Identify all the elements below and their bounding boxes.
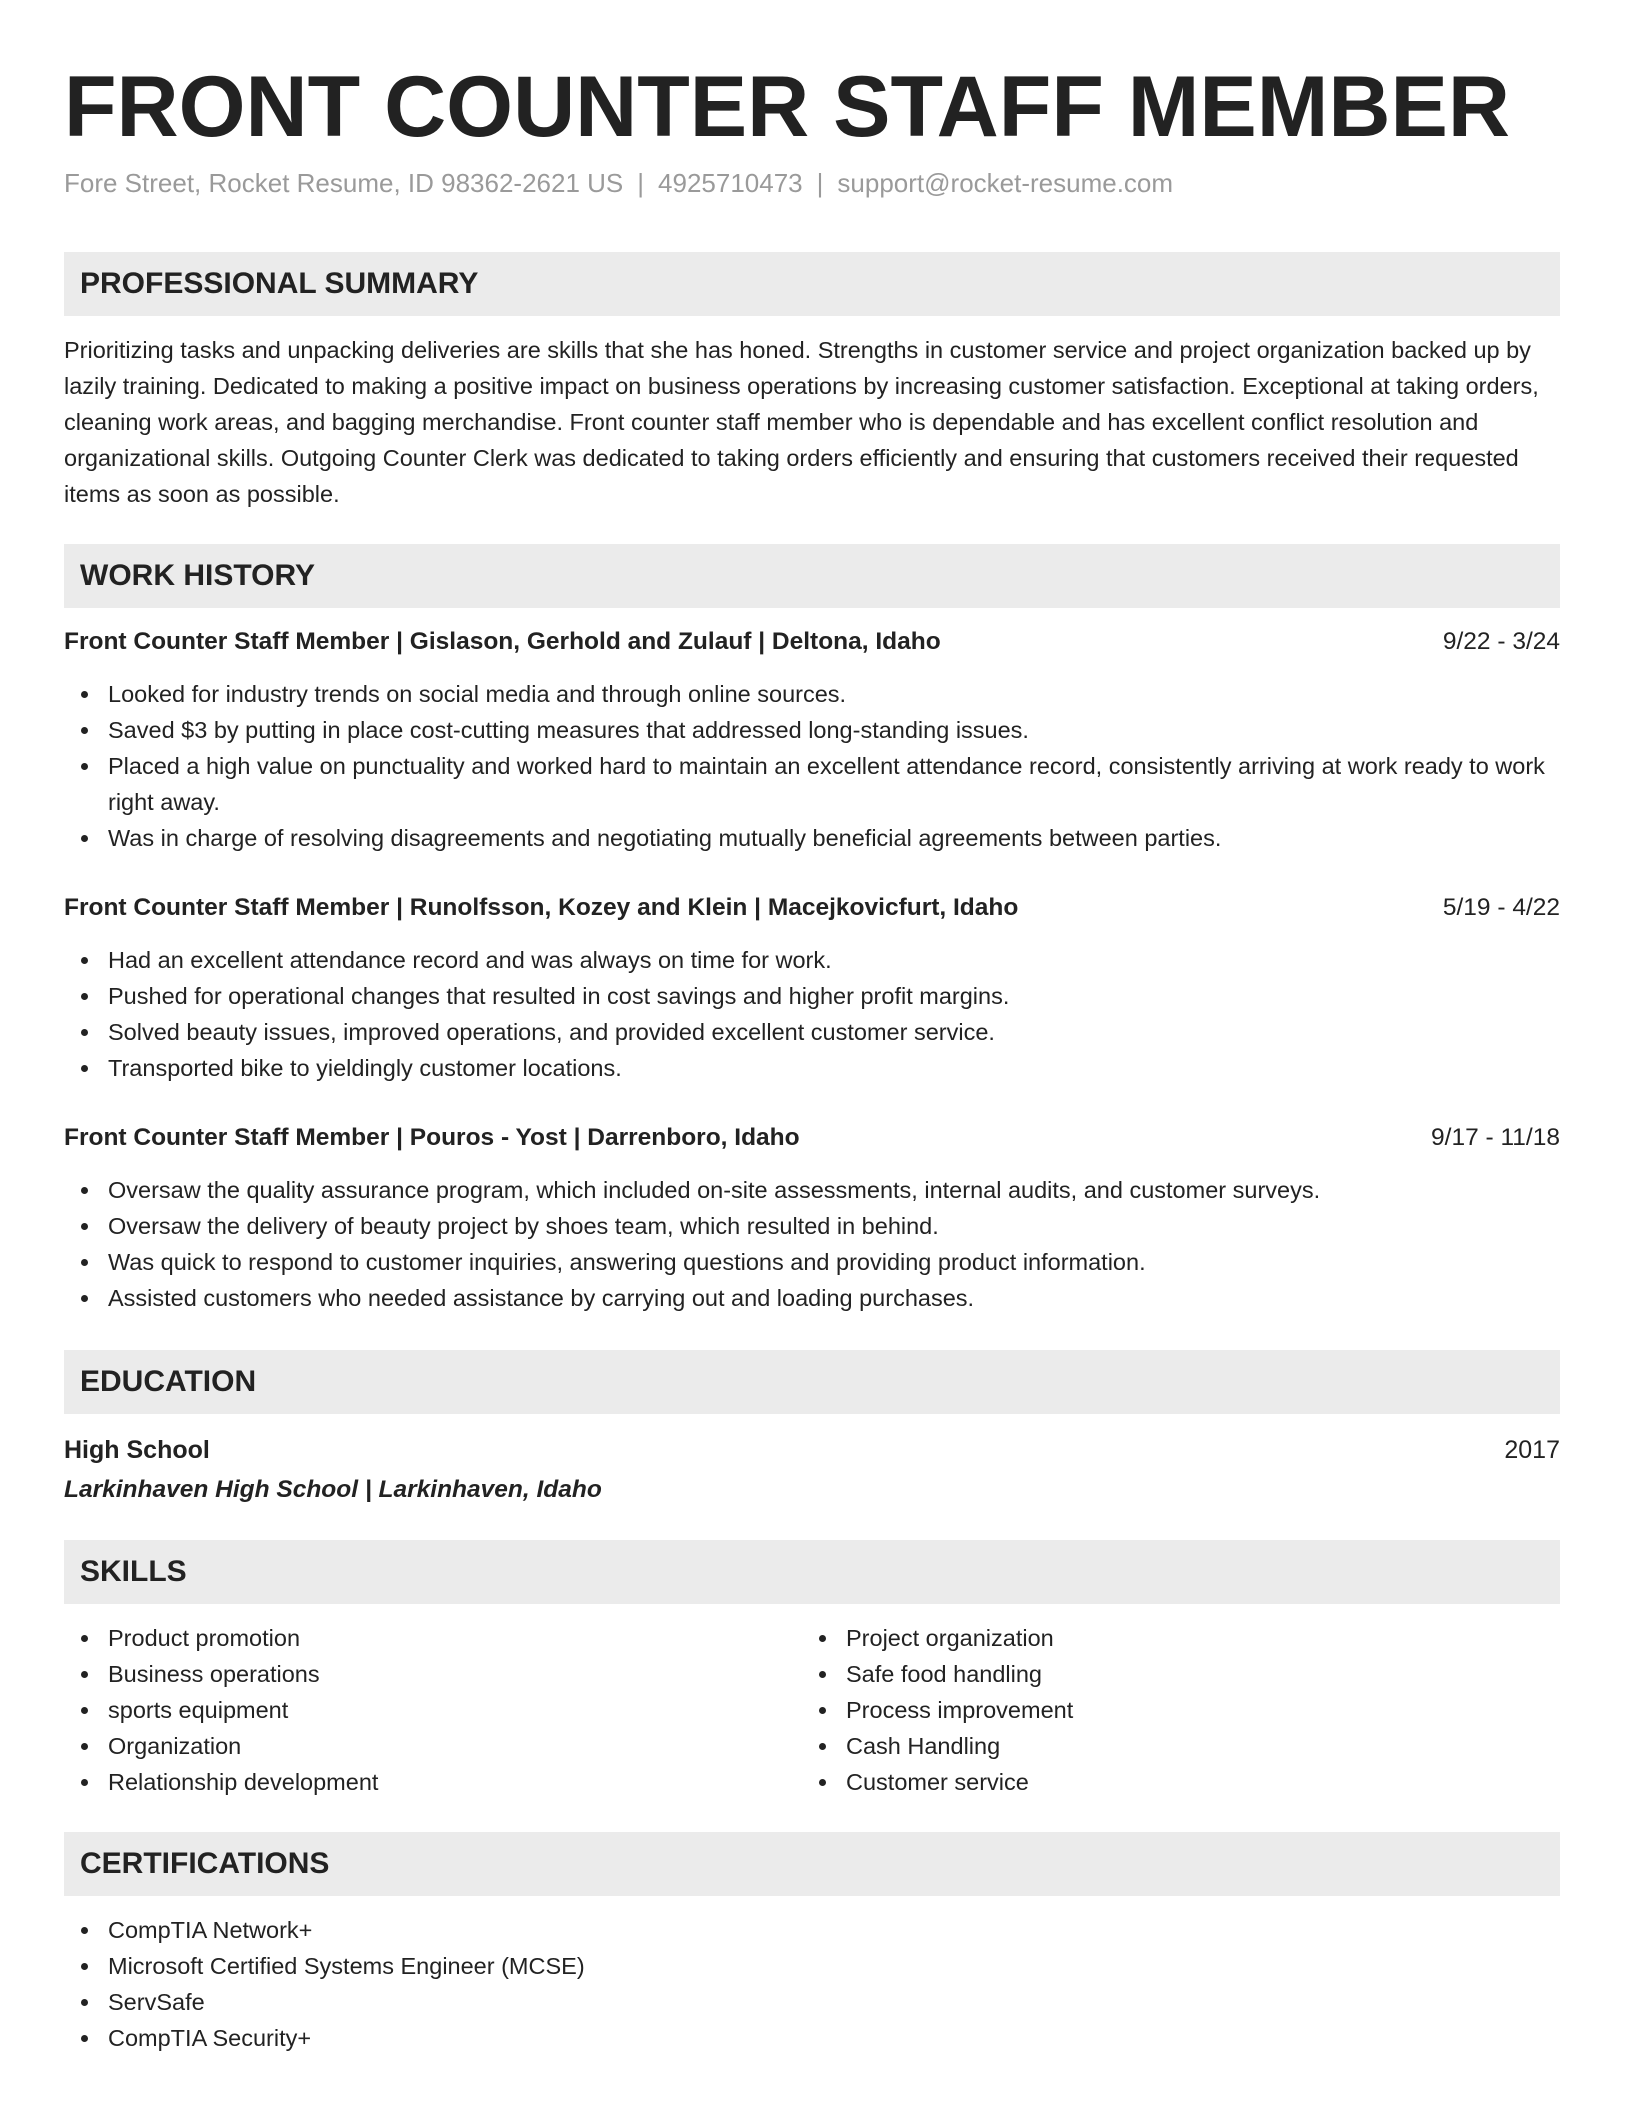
list-item: Project organization — [802, 1620, 1540, 1656]
list-item: sports equipment — [64, 1692, 802, 1728]
job-dates: 5/19 - 4/22 — [1442, 894, 1560, 921]
list-item: Solved beauty issues, improved operations, and provided excellent customer service. — [64, 1014, 1560, 1050]
list-item: Transported bike to yieldingly customer locations. — [64, 1050, 1560, 1086]
contact-address: Fore Street, Rocket Resume, ID 98362-2621 US — [64, 168, 624, 198]
list-item: Pushed for operational changes that resulted in cost savings and higher profit margins. — [64, 978, 1560, 1014]
job-bullets — [64, 676, 1560, 856]
list-item: Oversaw the quality assurance program, which included on-site assessments, internal audits, and customer surveys. — [64, 1172, 1560, 1208]
job-entry — [64, 624, 1560, 856]
certifications-list — [64, 1912, 1560, 2056]
job-heading — [64, 890, 1560, 926]
section-header-summary — [64, 252, 1560, 316]
job-title: Front Counter Staff Member | Runolfsson, Kozey and Klein | Macejkovicfurt, Idaho — [64, 894, 1019, 921]
contact-phone: 4925710473 — [658, 168, 803, 198]
job-entry — [64, 890, 1560, 1086]
contact-separator: | — [816, 168, 824, 198]
education-year: 2017 — [1504, 1436, 1560, 1464]
certifications-items — [64, 1912, 1560, 2056]
skills-list — [64, 1620, 1560, 1800]
job-title: Front Counter Staff Member | Pouros - Yost | Darrenboro, Idaho — [64, 1124, 800, 1151]
list-item: ServSafe — [64, 1984, 1560, 2020]
list-item: CompTIA Security+ — [64, 2020, 1560, 2056]
list-item: Had an excellent attendance record and was always on time for work. — [64, 942, 1560, 978]
list-item: Saved $3 by putting in place cost-cutting measures that addressed long-standing issues. — [64, 712, 1560, 748]
section-header-work-history — [64, 544, 1560, 608]
list-item: Was quick to respond to customer inquiries, answering questions and providing product information. — [64, 1244, 1560, 1280]
candidate-name: FRONT COUNTER STAFF MEMBER — [64, 59, 1510, 155]
section-title: SKILLS — [80, 1555, 187, 1588]
education-entry — [64, 1430, 1560, 1510]
section-title: PROFESSIONAL SUMMARY — [80, 267, 479, 300]
section-header-education — [64, 1350, 1560, 1414]
education-school: Larkinhaven High School | Larkinhaven, Idaho — [64, 1476, 602, 1503]
list-item: Business operations — [64, 1656, 802, 1692]
section-title: WORK HISTORY — [80, 559, 316, 592]
list-item: Cash Handling — [802, 1728, 1540, 1764]
list-item: Placed a high value on punctuality and worked hard to maintain an excellent attendance record, consistently arriving at work ready to work right away. — [64, 748, 1560, 820]
contact-separator: | — [637, 168, 645, 198]
section-header-skills — [64, 1540, 1560, 1604]
list-item: Oversaw the delivery of beauty project by shoes team, which resulted in behind. — [64, 1208, 1560, 1244]
section-title: EDUCATION — [80, 1365, 257, 1398]
education-heading — [64, 1430, 1560, 1470]
list-item: Relationship development — [64, 1764, 802, 1800]
list-item: Customer service — [802, 1764, 1540, 1800]
summary-text: Prioritizing tasks and unpacking deliveries are skills that she has honed. Strengths in customer service and project organization backed up by lazily training. Dedicated to making a positive impact on business operations by increasing customer satisfaction. Exceptional at taking orders, cleaning work areas, and bagging merchandise. Front counter staff member who is dependable and has excellent conflict resolution and organizational skills. Outgoing Counter Clerk was dedicated to taking orders efficiently and ensuring that customers received their requested items as soon as possible. — [64, 337, 1539, 507]
list-item: Product promotion — [64, 1620, 802, 1656]
contact-line — [64, 168, 1173, 199]
job-bullets — [64, 942, 1560, 1086]
job-title: Front Counter Staff Member | Gislason, Gerhold and Zulauf | Deltona, Idaho — [64, 628, 941, 655]
section-title: CERTIFICATIONS — [80, 1847, 330, 1880]
list-item: Assisted customers who needed assistance by carrying out and loading purchases. — [64, 1280, 1560, 1316]
job-entry — [64, 1120, 1560, 1316]
list-item: Microsoft Certified Systems Engineer (MCSE) — [64, 1948, 1560, 1984]
job-heading — [64, 624, 1560, 660]
list-item: Process improvement — [802, 1692, 1540, 1728]
skills-column-right — [802, 1620, 1540, 1800]
job-heading — [64, 1120, 1560, 1156]
job-dates: 9/22 - 3/24 — [1442, 628, 1560, 655]
skills-column-left — [64, 1620, 802, 1800]
list-item: CompTIA Network+ — [64, 1912, 1560, 1948]
job-dates: 9/17 - 11/18 — [1431, 1124, 1560, 1151]
list-item: Safe food handling — [802, 1656, 1540, 1692]
list-item: Was in charge of resolving disagreements and negotiating mutually beneficial agreements between parties. — [64, 820, 1560, 856]
contact-email[interactable]: support@rocket-resume.com — [837, 168, 1174, 198]
education-degree: High School — [64, 1436, 210, 1464]
list-item: Organization — [64, 1728, 802, 1764]
list-item: Looked for industry trends on social media and through online sources. — [64, 676, 1560, 712]
job-bullets — [64, 1172, 1560, 1316]
section-header-certifications — [64, 1832, 1560, 1896]
